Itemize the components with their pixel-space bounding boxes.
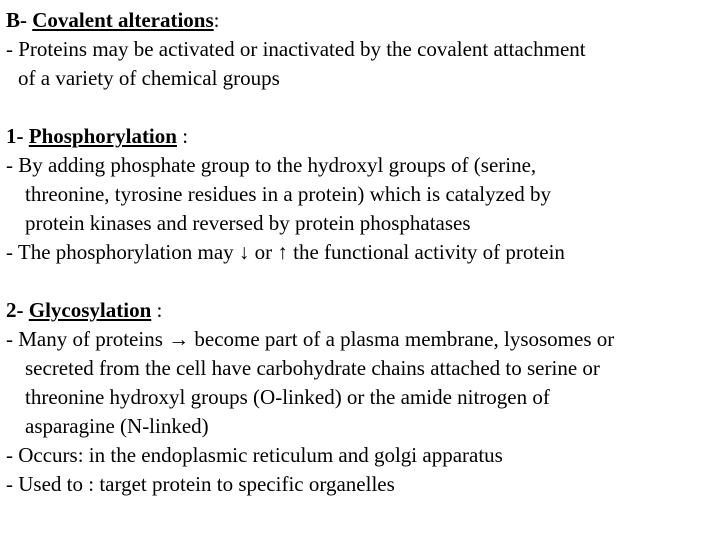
- section-title: Covalent alterations: [32, 8, 214, 32]
- glycosylation-text-line: - Occurs: in the endoplasmic reticulum and golgi apparatus: [6, 443, 503, 467]
- glycosylation-text-line: threonine hydroxyl groups (O-linked) or the amide nitrogen of: [25, 385, 550, 409]
- spacer: [6, 93, 720, 122]
- phosphorylation-title: Phosphorylation: [28, 124, 177, 148]
- glycosylation-text-line: - Many of proteins → become part of a plasma membrane, lysosomes or: [6, 327, 615, 351]
- glycosylation-text-line: asparagine (N-linked): [25, 414, 209, 438]
- glycosylation-heading: [6, 296, 720, 325]
- glycosylation-text-line: secreted from the cell have carbohydrate chains attached to serine or: [25, 356, 600, 380]
- glycosylation-text-line: - Used to : target protein to specific organelles: [6, 472, 395, 496]
- glycosylation-title: Glycosylation: [28, 298, 152, 322]
- section-prefix: B-: [6, 8, 33, 32]
- glycosylation-prefix: 2-: [6, 298, 29, 322]
- phosphorylation-text-line: protein kinases and reversed by protein phosphatases: [25, 211, 471, 235]
- section-text-line: of a variety of chemical groups: [18, 66, 280, 90]
- section-text-line: - Proteins may be activated or inactivated by the covalent attachment: [6, 37, 586, 61]
- section-suffix: :: [213, 8, 220, 32]
- phosphorylation-text-line: threonine, tyrosine residues in a protein) which is catalyzed by: [25, 182, 552, 206]
- phosphorylation-prefix: 1-: [6, 124, 29, 148]
- glycosylation-suffix: :: [151, 298, 163, 322]
- phosphorylation-text-line: - By adding phosphate group to the hydroxyl groups of (serine,: [6, 153, 537, 177]
- phosphorylation-heading: [6, 122, 720, 151]
- spacer: [6, 267, 720, 296]
- phosphorylation-suffix: :: [176, 124, 189, 148]
- section-heading: [6, 6, 720, 35]
- phosphorylation-text-line: - The phosphorylation may ↓ or ↑ the functional activity of protein: [6, 240, 565, 264]
